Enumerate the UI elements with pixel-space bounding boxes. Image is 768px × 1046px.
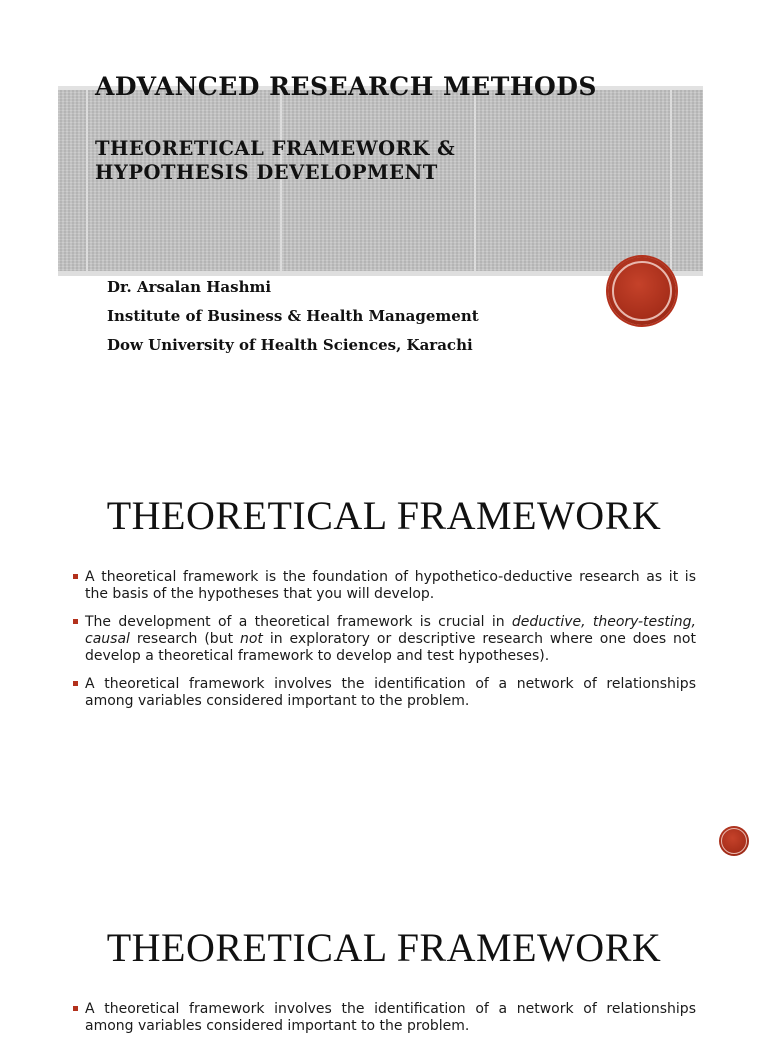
author-institute: Institute of Business & Health Management xyxy=(107,307,479,325)
content-slide xyxy=(0,864,768,1034)
bullet-icon xyxy=(73,574,78,579)
slide-title: ADVANCED RESEARCH METHODS xyxy=(95,72,597,101)
bullet-icon xyxy=(73,681,78,686)
bullet-list xyxy=(73,569,696,721)
bullet-text-e: in exploratory or descriptive research where one does not develop a theoretical framework to develop and test hypotheses). xyxy=(85,631,696,664)
list-item xyxy=(73,1001,696,1035)
section-title: THEORETICAL FRAMEWORK xyxy=(106,925,662,970)
bullet-icon xyxy=(73,619,78,624)
bullet-text: A theoretical framework involves the identification of a network of relationships among variables considered important to the problem. xyxy=(85,676,696,709)
bullet-icon xyxy=(73,1006,78,1011)
title-slide xyxy=(0,0,768,430)
bullet-text: A theoretical framework is the foundation of hypothetico-deductive research as it is the basis of the hypotheses that you will develop. xyxy=(85,569,696,602)
list-item xyxy=(73,676,696,710)
decorative-circle-icon xyxy=(719,826,749,856)
author-name: Dr. Arsalan Hashmi xyxy=(107,278,272,296)
bullet-text-a: The development of a theoretical framework is crucial in xyxy=(85,614,512,630)
subtitle-line-1: THEORETICAL FRAMEWORK & xyxy=(95,137,456,160)
banner-panel xyxy=(476,86,672,276)
content-slide xyxy=(0,432,768,862)
slide-subtitle xyxy=(95,137,455,185)
banner-panel xyxy=(58,86,88,276)
decorative-circle-icon xyxy=(608,257,676,325)
subtitle-line-2: HYPOTHESIS DEVELOPMENT xyxy=(95,161,438,184)
list-item xyxy=(73,614,696,665)
bullet-text: A theoretical framework involves the identification of a network of relationships among variables considered important to the problem. xyxy=(85,1001,696,1034)
bullet-text-c: research (but xyxy=(129,631,240,647)
author-university: Dow University of Health Sciences, Karachi xyxy=(107,336,473,354)
bullet-emphasis: deductive, theory-testing, causal xyxy=(85,614,696,647)
section-title: THEORETICAL FRAMEWORK xyxy=(106,493,662,538)
bullet-list xyxy=(73,1001,696,1046)
list-item xyxy=(73,569,696,603)
author-block xyxy=(107,276,479,363)
bullet-emphasis: not xyxy=(239,631,263,647)
